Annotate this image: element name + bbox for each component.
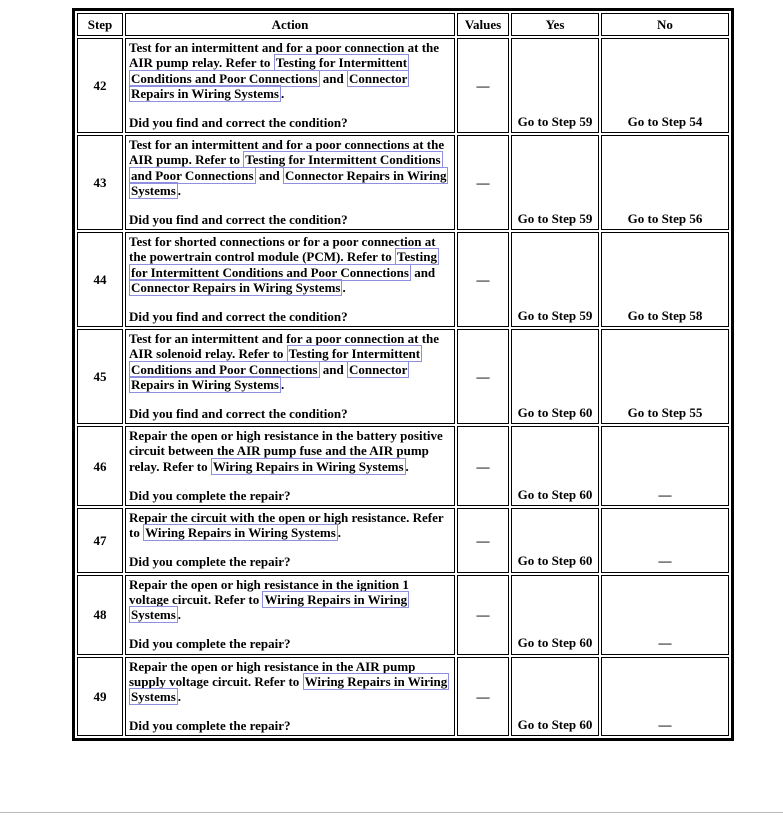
action-link[interactable]: Testing for Intermittent Conditions and Poor Connections — [131, 55, 408, 86]
values-cell: — — [457, 508, 509, 573]
step-cell: 42 — [77, 38, 123, 133]
table-row — [77, 575, 729, 655]
values-cell: — — [457, 657, 509, 737]
action-plain-text: and — [255, 167, 284, 183]
action-question: Did you find and correct the condition? — [129, 212, 348, 228]
header-yes: Yes — [511, 13, 599, 36]
table-row — [77, 426, 729, 506]
action-link[interactable]: Connector Repairs in Wiring Systems — [131, 279, 341, 295]
values-cell: — — [457, 575, 509, 655]
table-row — [77, 135, 729, 230]
action-question: Did you complete the repair? — [129, 554, 291, 570]
action-plain-text: Repair the open or high resistance in the battery positive circuit between the AIR pump fuse and the AIR pump relay. Refer to — [129, 428, 443, 474]
action-cell — [125, 329, 455, 424]
action-link[interactable]: Connector Repairs in Wiring Systems — [131, 167, 447, 198]
header-step: Step — [77, 13, 123, 36]
action-question: Did you find and correct the condition? — [129, 115, 348, 131]
header-row — [77, 13, 729, 36]
no-cell: Go to Step 54 — [601, 38, 729, 133]
action-plain-text: . — [405, 458, 409, 474]
action-text — [129, 137, 450, 198]
action-question: Did you find and correct the condition? — [129, 309, 348, 325]
action-plain-text: Repair the open or high resistance in the ignition 1 voltage circuit. Refer to — [129, 576, 409, 607]
action-plain-text: . — [342, 279, 346, 295]
values-cell: — — [457, 329, 509, 424]
action-cell — [125, 232, 455, 327]
values-cell: — — [457, 426, 509, 506]
step-cell: 44 — [77, 232, 123, 327]
action-text — [129, 234, 450, 295]
action-plain-text: . — [177, 688, 182, 704]
action-plain-text: and — [410, 264, 436, 280]
action-plain-text: . — [337, 525, 342, 541]
yes-cell: Go to Step 59 — [511, 135, 599, 230]
action-plain-text: Test for an intermittent and for a poor connection at the AIR pump relay. Refer to — [129, 40, 440, 71]
action-link[interactable]: Wiring Repairs in Wiring Systems — [131, 673, 448, 704]
diagnostic-table — [72, 8, 734, 741]
table-row — [77, 508, 729, 573]
header-values: Values — [457, 13, 509, 36]
no-cell: — — [601, 657, 729, 737]
action-link[interactable]: Testing for Intermittent Conditions and Poor Connections — [131, 152, 441, 183]
yes-cell: Go to Step 60 — [511, 657, 599, 737]
page-divider — [0, 812, 783, 813]
action-text — [129, 659, 450, 705]
action-plain-text: . — [280, 85, 285, 101]
action-plain-text: Repair the open or high resistance in the AIR pump supply voltage circuit. Refer to — [129, 658, 416, 689]
action-text — [129, 577, 450, 623]
values-cell: — — [457, 232, 509, 327]
action-text — [129, 331, 450, 392]
action-plain-text: . — [280, 376, 285, 392]
no-cell: Go to Step 58 — [601, 232, 729, 327]
action-plain-text: . — [177, 182, 182, 198]
table-row — [77, 329, 729, 424]
step-cell: 45 — [77, 329, 123, 424]
action-question: Did you complete the repair? — [129, 718, 291, 734]
table-row — [77, 38, 729, 133]
values-cell: — — [457, 38, 509, 133]
step-cell: 49 — [77, 657, 123, 737]
action-plain-text: Test for an intermittent and for a poor connections at the AIR pump. Refer to — [129, 137, 445, 168]
action-cell — [125, 575, 455, 655]
action-link[interactable]: Wiring Repairs in Wiring Systems — [131, 591, 408, 623]
values-cell: — — [457, 135, 509, 230]
action-cell — [125, 38, 455, 133]
action-question: Did you complete the repair? — [129, 636, 291, 652]
action-plain-text: and — [319, 70, 347, 86]
action-link[interactable]: Testing for Intermittent Conditions and Poor Connections — [131, 346, 421, 377]
step-cell: 48 — [77, 575, 123, 655]
action-plain-text: Test for shorted connections or for a poor connection at the powertrain control module (PCM). Refer to — [129, 234, 436, 265]
action-cell — [125, 657, 455, 737]
action-plain-text: Test for an intermittent and for a poor connection at the AIR solenoid relay. Refer to — [129, 331, 440, 362]
yes-cell: Go to Step 60 — [511, 575, 599, 655]
action-plain-text: . — [177, 607, 182, 623]
step-cell: 43 — [77, 135, 123, 230]
action-question: Did you complete the repair? — [129, 487, 291, 503]
action-cell — [125, 508, 455, 573]
action-link[interactable]: Connector Repairs in Wiring Systems — [131, 70, 408, 101]
action-text — [129, 428, 450, 474]
yes-cell: Go to Step 60 — [511, 508, 599, 573]
action-link[interactable]: Wiring Repairs in Wiring Systems — [212, 458, 404, 474]
step-cell: 46 — [77, 426, 123, 506]
action-text — [129, 40, 450, 101]
action-cell — [125, 426, 455, 506]
yes-cell: Go to Step 60 — [511, 426, 599, 506]
header-action: Action — [125, 13, 455, 36]
action-plain-text: and — [319, 361, 347, 377]
action-question: Did you find and correct the condition? — [129, 406, 348, 422]
action-link[interactable]: Wiring Repairs in Wiring Systems — [145, 525, 336, 541]
action-cell — [125, 135, 455, 230]
no-cell: — — [601, 508, 729, 573]
table-row — [77, 657, 729, 737]
yes-cell: Go to Step 59 — [511, 232, 599, 327]
step-cell: 47 — [77, 508, 123, 573]
yes-cell: Go to Step 60 — [511, 329, 599, 424]
no-cell: — — [601, 575, 729, 655]
no-cell: Go to Step 56 — [601, 135, 729, 230]
header-no: No — [601, 13, 729, 36]
no-cell: Go to Step 55 — [601, 329, 729, 424]
action-link[interactable]: Connector Repairs in Wiring Systems — [131, 361, 408, 392]
action-plain-text: Repair the circuit with the open or high resistance. Refer to — [129, 510, 444, 541]
action-link[interactable]: Testing for Intermittent Conditions and Poor Connections — [131, 249, 437, 280]
table-row — [77, 232, 729, 327]
action-text — [129, 510, 450, 540]
yes-cell: Go to Step 59 — [511, 38, 599, 133]
no-cell: — — [601, 426, 729, 506]
